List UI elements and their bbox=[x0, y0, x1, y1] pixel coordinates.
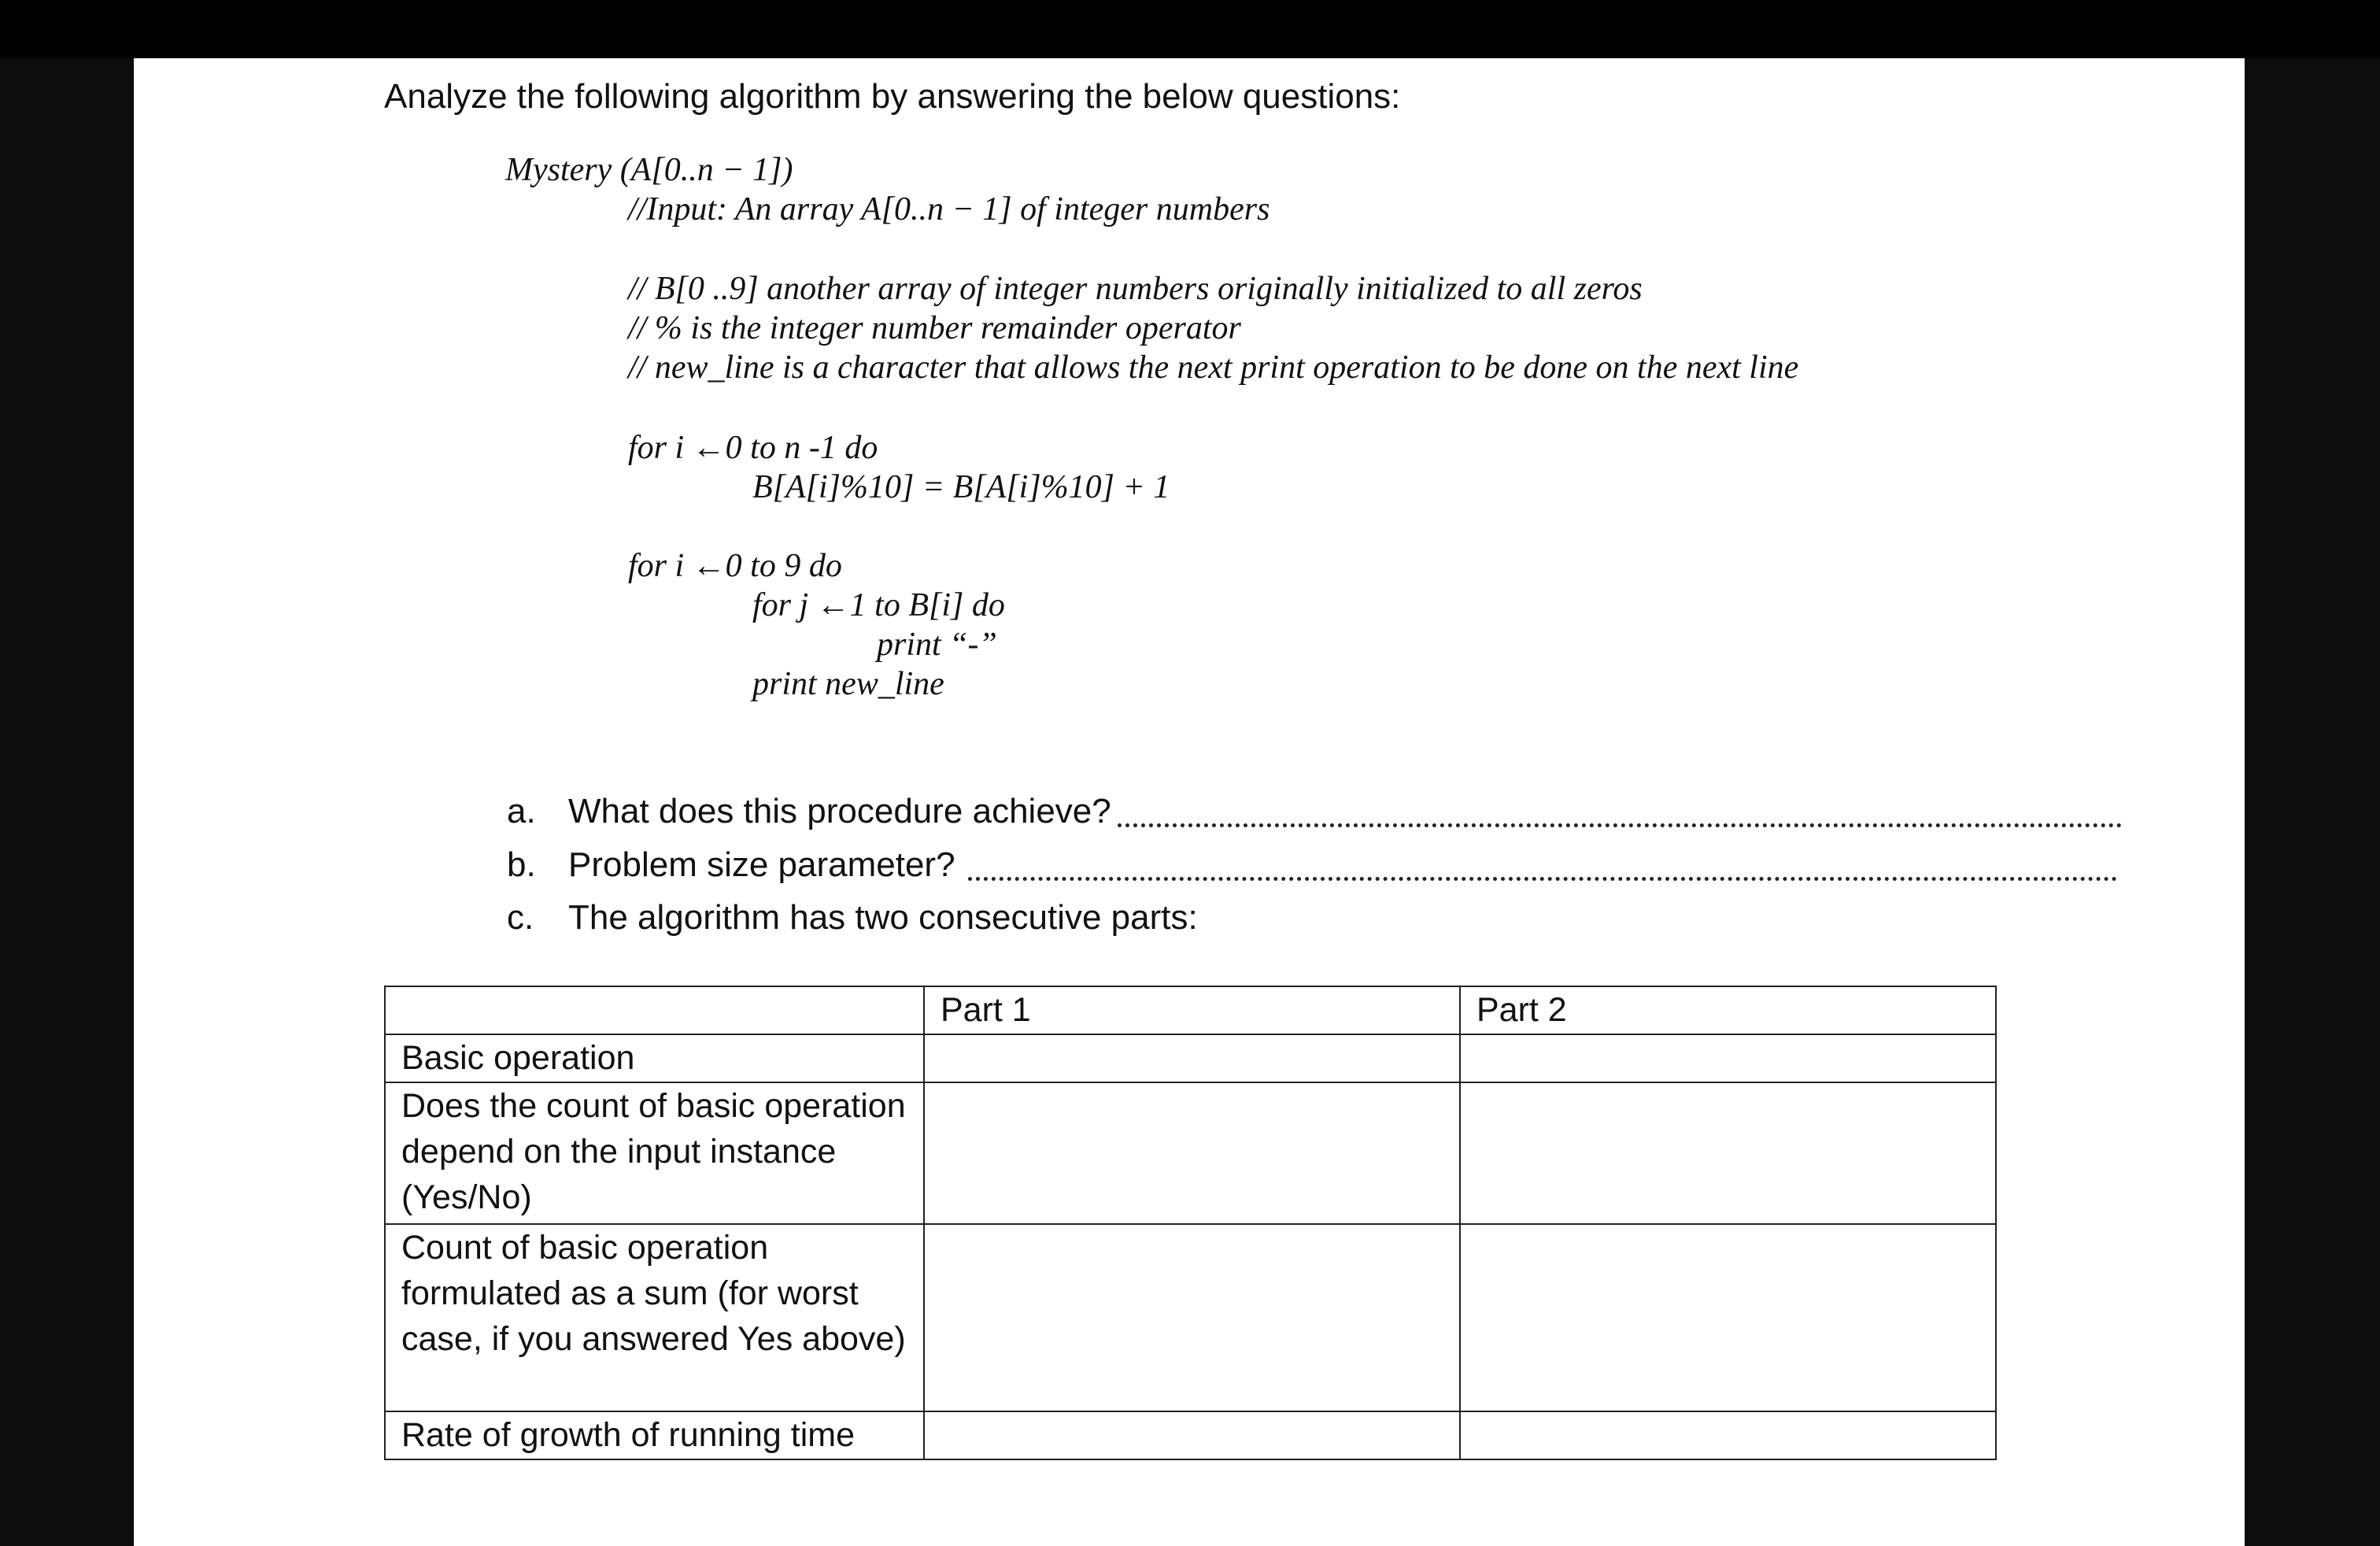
top-bar bbox=[0, 0, 2380, 58]
cell-part1[interactable] bbox=[924, 1224, 1460, 1411]
algorithm-signature: Mystery (A[0..n − 1]) bbox=[505, 152, 793, 188]
answer-line-a[interactable] bbox=[1118, 823, 2122, 827]
algorithm-input-comment: //Input: An array A[0..n − 1] of integer numbers bbox=[628, 191, 1270, 227]
table-row bbox=[385, 1411, 1996, 1459]
row-label: Does the count of basic operation depend on the input instance (Yes/No) bbox=[385, 1082, 924, 1224]
table-row bbox=[385, 1034, 1996, 1082]
loop1-header: for i ←0 to n -1 do bbox=[628, 430, 878, 466]
row-label: Count of basic operation formulated as a sum (for worst case, if you answered Yes above) bbox=[385, 1224, 924, 1411]
table-header-part1: Part 1 bbox=[924, 986, 1460, 1034]
answer-line-b[interactable] bbox=[968, 877, 2117, 881]
loop2-inner-header: for j ←1 to B[i] do bbox=[752, 587, 1005, 623]
question-label: b. bbox=[507, 845, 536, 884]
table-row bbox=[385, 1224, 1996, 1411]
cell-part1[interactable] bbox=[924, 1034, 1460, 1082]
cell-part1[interactable] bbox=[924, 1082, 1460, 1224]
algorithm-comment: // % is the integer number remainder operator bbox=[628, 310, 1241, 346]
row-label: Basic operation bbox=[385, 1034, 924, 1082]
loop1-body: B[A[i]%10] = B[A[i]%10] + 1 bbox=[752, 469, 1170, 505]
loop2-after: print new_line bbox=[752, 666, 944, 702]
algorithm-comment: // new_line is a character that allows the next print operation to be done on the next line bbox=[628, 350, 1799, 386]
prompt-heading: Analyze the following algorithm by answering the below questions: bbox=[384, 77, 1401, 116]
table-header-row bbox=[385, 986, 1996, 1034]
row-label: Rate of growth of running time bbox=[385, 1411, 924, 1459]
table-row bbox=[385, 1082, 1996, 1224]
cell-part2[interactable] bbox=[1460, 1411, 1996, 1459]
loop2-inner-body: print “-” bbox=[877, 627, 997, 663]
cell-part1[interactable] bbox=[924, 1411, 1460, 1459]
table-header-cell bbox=[385, 986, 924, 1034]
question-label: a. bbox=[507, 792, 536, 830]
analysis-table bbox=[384, 986, 1997, 1460]
cell-part2[interactable] bbox=[1460, 1034, 1996, 1082]
document-page bbox=[134, 58, 2245, 1546]
cell-part2[interactable] bbox=[1460, 1224, 1996, 1411]
question-text: What does this procedure achieve? bbox=[568, 792, 1111, 830]
question-label: c. bbox=[507, 898, 534, 937]
question-text: Problem size parameter? bbox=[568, 845, 955, 884]
algorithm-comment: // B[0 ..9] another array of integer numbers originally initialized to all zeros bbox=[628, 271, 1643, 307]
loop2-header: for i ←0 to 9 do bbox=[628, 548, 842, 584]
table-header-part2: Part 2 bbox=[1460, 986, 1996, 1034]
question-text: The algorithm has two consecutive parts: bbox=[568, 898, 1198, 937]
cell-part2[interactable] bbox=[1460, 1082, 1996, 1224]
